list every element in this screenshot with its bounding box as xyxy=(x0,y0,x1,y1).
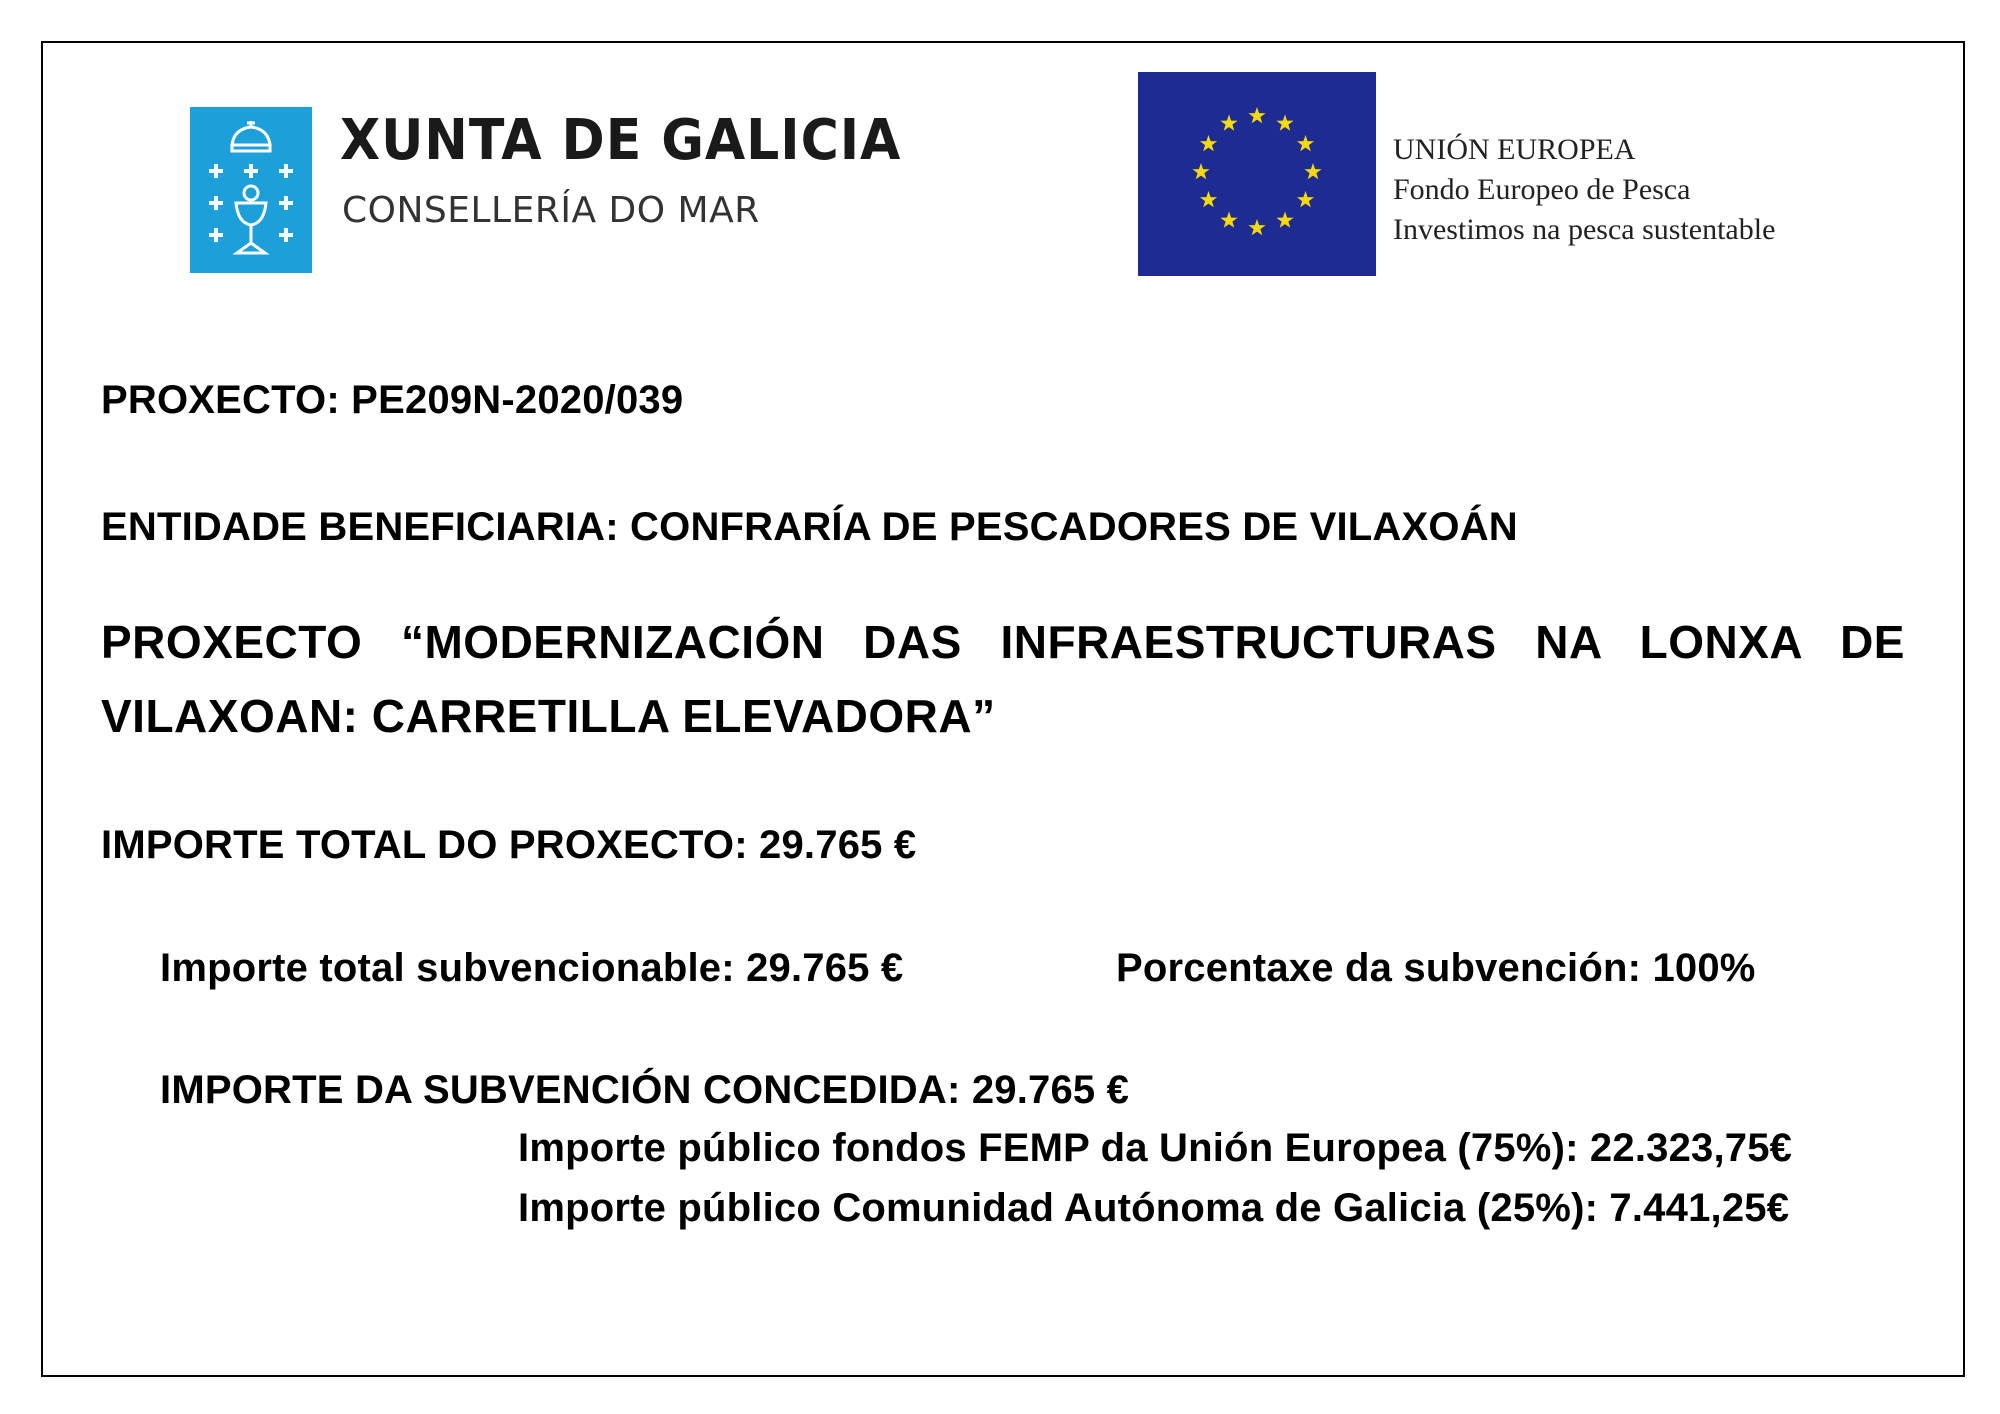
eu-star-icon xyxy=(1297,191,1314,207)
project-total-amount: IMPORTE TOTAL DO PROXECTO: 29.765 € xyxy=(101,823,917,867)
project-code: PROXECTO: PE209N-2020/039 xyxy=(101,378,684,422)
beneficiary-entity: ENTIDADE BENEFICIARIA: CONFRARÍA DE PESCADORES DE VILAXOÁN xyxy=(101,505,1518,549)
subsidizable-amount: Importe total subvencionable: 29.765 € xyxy=(160,946,904,990)
eu-star-icon xyxy=(1248,219,1265,235)
eu-star-icon xyxy=(1276,212,1293,228)
femp-eu-amount: Importe público fondos FEMP da Unión Europea (75%): 22.323,75€ xyxy=(518,1126,1793,1170)
xunta-subtitle: CONSELLERÍA DO MAR xyxy=(342,190,760,231)
eu-caption-line-2: Fondo Europeo de Pesca xyxy=(1393,173,1691,206)
eu-star-icon xyxy=(1200,135,1217,151)
eu-star-icon xyxy=(1248,107,1265,123)
eu-star-icon xyxy=(1200,191,1217,207)
xunta-emblem-icon xyxy=(190,107,312,273)
eu-star-icon xyxy=(1297,135,1314,151)
eu-stars-icon xyxy=(1138,72,1376,276)
xunta-shield-logo xyxy=(190,107,312,273)
eu-star-icon xyxy=(1304,163,1321,179)
granted-subsidy-amount: IMPORTE DA SUBVENCIÓN CONCEDIDA: 29.765 € xyxy=(160,1068,1130,1112)
eu-star-icon xyxy=(1220,212,1237,228)
eu-star-icon xyxy=(1276,115,1293,131)
eu-flag-logo xyxy=(1138,72,1376,276)
eu-caption-line-3: Investimos na pesca sustentable xyxy=(1393,213,1776,246)
galicia-amount: Importe público Comunidad Autónoma de Galicia (25%): 7.441,25€ xyxy=(518,1186,1790,1230)
project-title: PROXECTO “MODERNIZACIÓN DAS INFRAESTRUCTURAS NA LONXA DE VILAXOAN: CARRETILLA ELEVADORA” xyxy=(101,616,1905,742)
eu-star-icon xyxy=(1220,115,1237,131)
subsidy-percentage: Porcentaxe da subvención: 100% xyxy=(1116,946,1756,990)
eu-star-icon xyxy=(1192,163,1209,179)
eu-caption xyxy=(1393,130,1775,250)
eu-caption-line-1: UNIÓN EUROPEA xyxy=(1393,133,1636,166)
xunta-title: XUNTA DE GALICIA xyxy=(340,108,902,173)
